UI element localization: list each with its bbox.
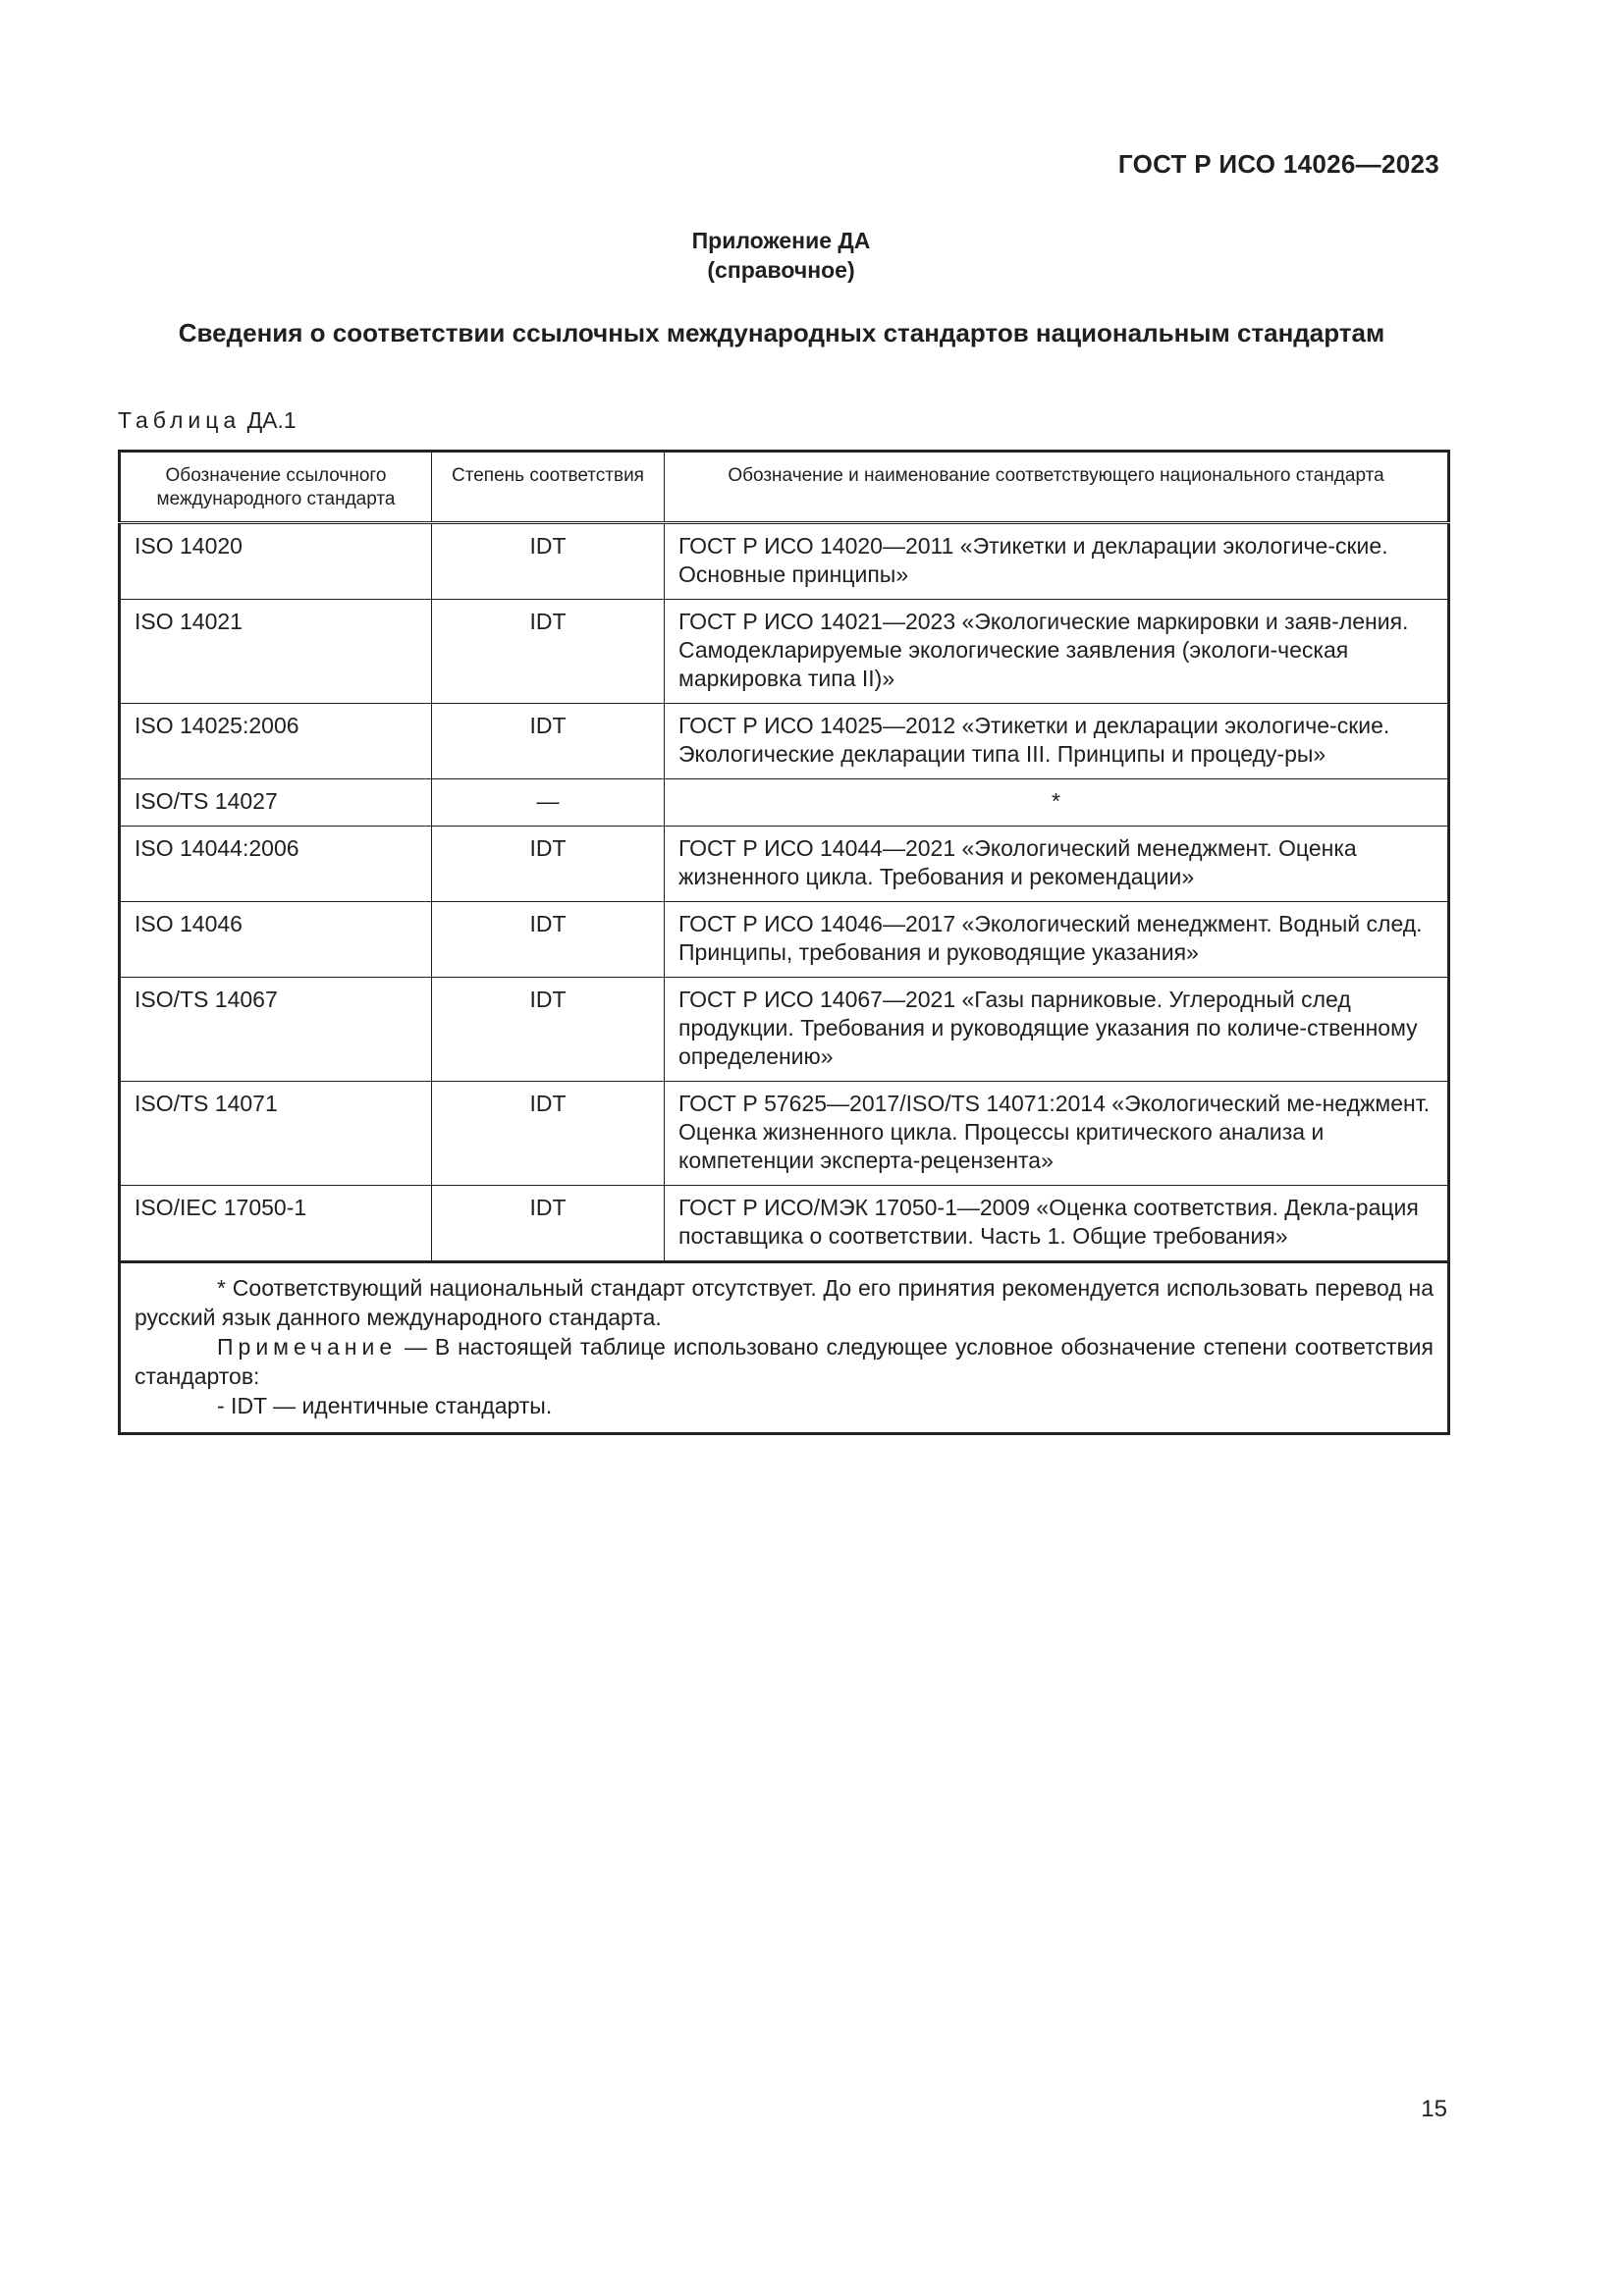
table-body [120, 523, 1449, 1262]
degree-cell: IDT [432, 902, 665, 978]
reference-standard-cell: ISO 14046 [120, 902, 432, 978]
reference-standard-cell: ISO 14020 [120, 523, 432, 600]
degree-cell: IDT [432, 1186, 665, 1262]
degree-cell: IDT [432, 827, 665, 902]
degree-cell: IDT [432, 600, 665, 704]
table-row [120, 827, 1449, 902]
page-number: 15 [1421, 2096, 1447, 2122]
reference-standard-cell: ISO/TS 14071 [120, 1082, 432, 1186]
reference-standard-cell: ISO/IEC 17050-1 [120, 1186, 432, 1262]
degree-cell: IDT [432, 704, 665, 779]
degree-cell: IDT [432, 978, 665, 1082]
header-cell-reference: Обозначение ссылочного международного стандарта [120, 452, 432, 523]
table-row [120, 600, 1449, 704]
table-label [118, 407, 297, 434]
appendix-title: Приложение ДА [691, 228, 871, 253]
note-text: — В настоящей таблице использовано следующее условное обозначение степени соответствия стандартов: [135, 1334, 1434, 1389]
table-row [120, 779, 1449, 827]
reference-standard-cell: ISO 14025:2006 [120, 704, 432, 779]
degree-cell: — [432, 779, 665, 827]
table-row [120, 978, 1449, 1082]
table-row [120, 1186, 1449, 1262]
national-standard-cell: ГОСТ Р ИСО 14067—2021 «Газы парниковые. Углеродный след продукции. Требования и руководящие указания по количе-ственному определению» [665, 978, 1449, 1082]
table-notes-row [120, 1262, 1449, 1434]
national-standard-cell: ГОСТ Р ИСО 14046—2017 «Экологический менеджмент. Водный след. Принципы, требования и руководящие указания» [665, 902, 1449, 978]
section-title: Сведения о соответствии ссылочных международных стандартов национальным стандартам [178, 318, 1385, 347]
reference-standard-cell: ISO 14021 [120, 600, 432, 704]
table-row [120, 902, 1449, 978]
national-standard-cell: ГОСТ Р 57625—2017/ISO/TS 14071:2014 «Экологический ме-неджмент. Оценка жизненного цикла. Процессы критического анализа и компетенции эксперта-рецензента» [665, 1082, 1449, 1186]
footnote: * Соответствующий национальный стандарт отсутствует. До его принятия рекомендуется использовать перевод на русский язык данного международного стандарта. [135, 1275, 1434, 1330]
national-standard-cell: ГОСТ Р ИСО 14021—2023 «Экологические маркировки и заяв-ления. Самодекларируемые экологические заявления (экологи-ческая маркировка типа II)» [665, 600, 1449, 704]
note [135, 1332, 1434, 1391]
header-cell-national: Обозначение и наименование соответствующего национального стандарта [665, 452, 1449, 523]
national-standard-cell: ГОСТ Р ИСО/МЭК 17050-1—2009 «Оценка соответствия. Декла-рация поставщика о соответствии. Часть 1. Общие требования» [665, 1186, 1449, 1262]
table-notes [120, 1262, 1449, 1434]
table-label-word: Таблица [118, 407, 242, 433]
reference-standard-cell: ISO/TS 14067 [120, 978, 432, 1082]
national-standard-cell: * [665, 779, 1449, 827]
correspondence-table [118, 450, 1450, 1435]
table-row [120, 523, 1449, 600]
national-standard-cell: ГОСТ Р ИСО 14020—2011 «Этикетки и декларации экологиче-ские. Основные принципы» [665, 523, 1449, 600]
reference-standard-cell: ISO 14044:2006 [120, 827, 432, 902]
table-label-number: ДА.1 [246, 407, 297, 433]
table-row [120, 1082, 1449, 1186]
appendix-subtitle: (справочное) [707, 257, 855, 283]
note-label: Примечание [217, 1334, 398, 1360]
legend-idt: - IDT — идентичные стандарты. [217, 1393, 553, 1418]
degree-cell: IDT [432, 523, 665, 600]
table-header-row [120, 452, 1449, 523]
table-row [120, 704, 1449, 779]
degree-cell: IDT [432, 1082, 665, 1186]
document-code: ГОСТ Р ИСО 14026—2023 [1117, 149, 1439, 179]
national-standard-cell: ГОСТ Р ИСО 14044—2021 «Экологический менеджмент. Оценка жизненного цикла. Требования и рекомендации» [665, 827, 1449, 902]
national-standard-cell: ГОСТ Р ИСО 14025—2012 «Этикетки и декларации экологиче-ские. Экологические декларации типа III. Принципы и процеду-ры» [665, 704, 1449, 779]
appendix-heading [0, 226, 1562, 285]
reference-standard-cell: ISO/TS 14027 [120, 779, 432, 827]
header-cell-degree: Степень соответствия [432, 452, 665, 523]
